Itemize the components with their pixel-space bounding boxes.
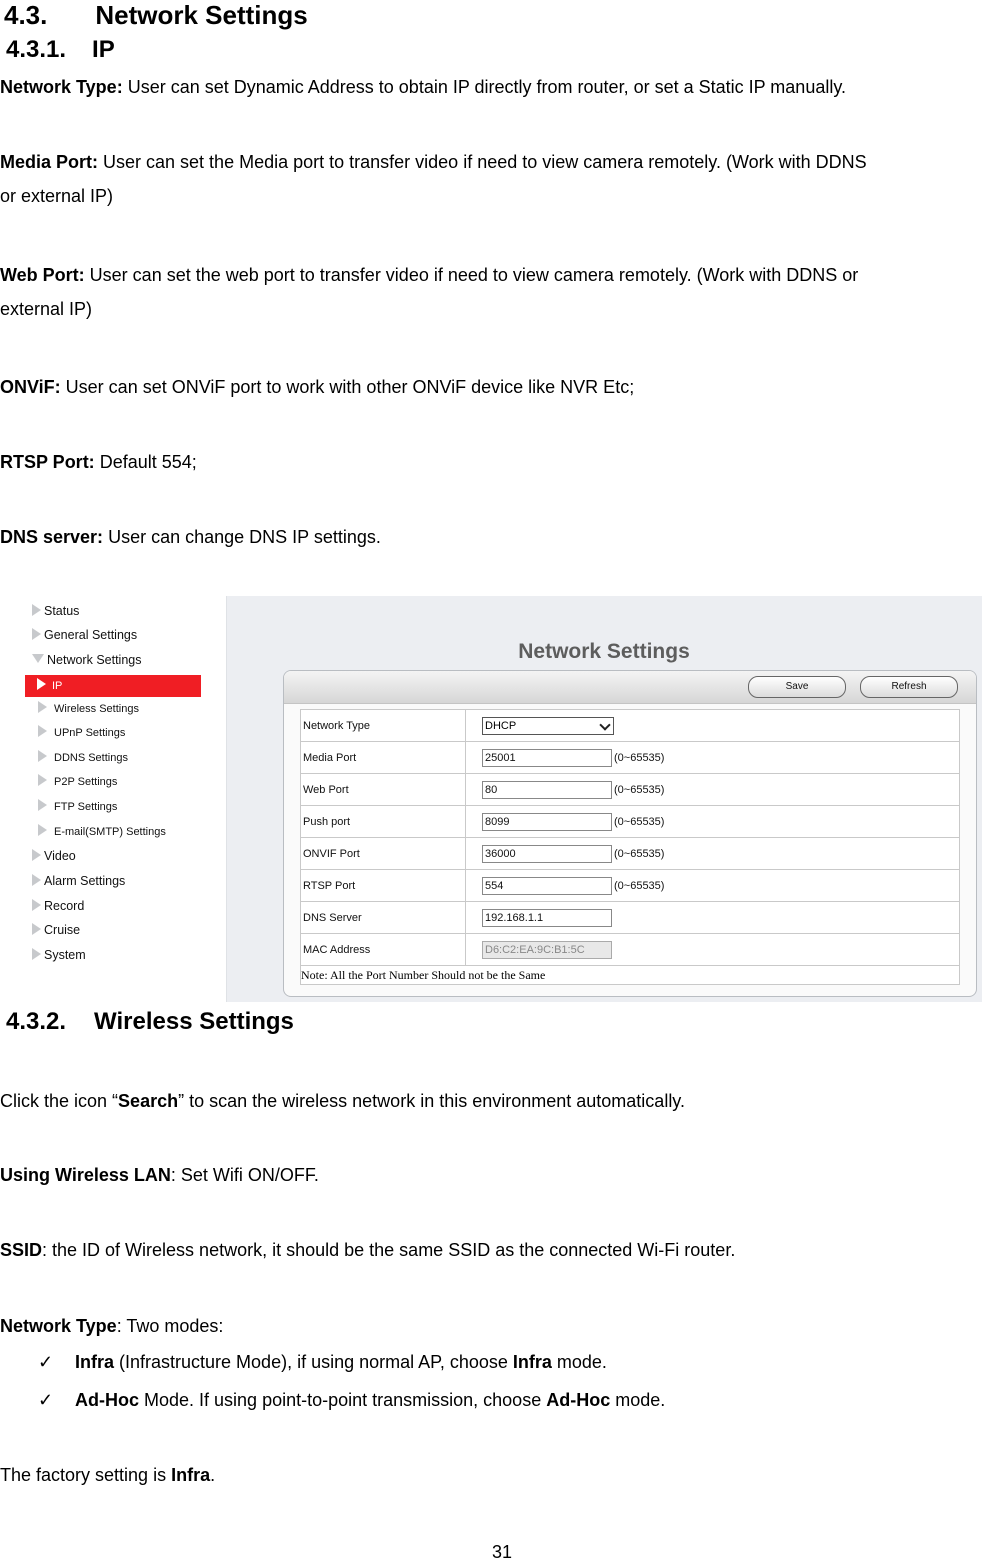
sidebar-item-alarm[interactable]: Alarm Settings [32, 870, 125, 892]
row-label: Media Port [301, 742, 466, 774]
sidebar-item-ddns[interactable]: DDNS Settings [38, 747, 128, 769]
arrow-right-icon [32, 874, 41, 886]
arrow-right-icon [32, 628, 41, 640]
heading-number: 4.3.1. [6, 36, 67, 63]
save-button[interactable]: Save [748, 676, 846, 698]
heading-title: Wireless Settings [94, 1008, 294, 1035]
sidebar-item-ip[interactable]: IP [25, 675, 201, 697]
sidebar-item-general[interactable]: General Settings [32, 624, 137, 646]
para-network-type-modes: Network Type: Two modes: [0, 1316, 224, 1336]
row-label: MAC Address [301, 934, 466, 966]
arrow-right-icon [32, 923, 41, 935]
settings-panel [283, 670, 977, 997]
arrow-right-icon [38, 799, 47, 811]
arrow-right-icon [38, 824, 47, 836]
onvif-port-input[interactable]: 36000 [482, 845, 612, 863]
list-item: ✓ Ad-Hoc Mode. If using point-to-point transmission, choose Ad-Hoc mode. [38, 1383, 998, 1417]
list-item: ✓ Infra (Infrastructure Mode), if using normal AP, choose Infra mode. [38, 1345, 998, 1379]
sidebar [24, 596, 227, 1002]
row-label: Web Port [301, 774, 466, 806]
check-icon: ✓ [38, 1352, 54, 1372]
check-icon: ✓ [38, 1390, 54, 1410]
table-row [301, 806, 960, 838]
arrow-right-icon [32, 849, 41, 861]
para-web-port: Web Port: User can set the web port to transfer video if need to view camera remotely. (Work with DDNS or external IP) [0, 265, 859, 319]
table-row [301, 774, 960, 806]
para-dns: DNS server: User can change DNS IP settings. [0, 527, 381, 547]
port-range: (0~65535) [614, 783, 665, 796]
para-onvif: ONViF: User can set ONViF port to work with other ONViF device like NVR Etc; [0, 377, 635, 397]
port-note: Note: All the Port Number Should not be the Same [301, 966, 960, 985]
para-wireless-lan: Using Wireless LAN: Set Wifi ON/OFF. [0, 1165, 319, 1185]
page-number: 31 [491, 1542, 513, 1562]
settings-table [300, 709, 960, 985]
heading-4-3-1 [6, 36, 115, 64]
table-row [301, 870, 960, 902]
port-range: (0~65535) [614, 815, 665, 828]
sidebar-item-ftp[interactable]: FTP Settings [38, 796, 117, 818]
chevron-down-icon [599, 719, 610, 730]
sidebar-item-wireless[interactable]: Wireless Settings [38, 698, 139, 720]
sidebar-item-network[interactable]: Network Settings [32, 649, 141, 671]
mac-address-field: D6:C2:EA:9C:B1:5C [482, 941, 612, 959]
para-ssid: SSID: the ID of Wireless network, it should be the same SSID as the connected Wi-Fi router. [0, 1240, 736, 1260]
heading-title: Network Settings [95, 0, 308, 30]
para-search: Click the icon “Search” to scan the wireless network in this environment automatically. [0, 1091, 685, 1111]
heading-number: 4.3.2. [6, 1008, 67, 1035]
arrow-right-icon [32, 604, 41, 616]
table-row [301, 838, 960, 870]
arrow-right-icon [38, 774, 47, 786]
table-row [301, 934, 960, 966]
sidebar-item-record[interactable]: Record [32, 895, 84, 917]
table-row [301, 902, 960, 934]
port-range: (0~65535) [614, 847, 665, 860]
port-range: (0~65535) [614, 751, 665, 764]
refresh-button[interactable]: Refresh [860, 676, 958, 698]
row-label: RTSP Port [301, 870, 466, 902]
row-label: DNS Server [301, 902, 466, 934]
network-settings-screenshot [24, 596, 982, 1002]
port-range: (0~65535) [614, 879, 665, 892]
rtsp-port-input[interactable]: 554 [482, 877, 612, 895]
sidebar-item-upnp[interactable]: UPnP Settings [38, 722, 125, 744]
arrow-right-icon [37, 678, 46, 690]
para-factory-setting: The factory setting is Infra. [0, 1465, 216, 1485]
arrow-down-icon [32, 654, 44, 663]
table-row [301, 710, 960, 742]
sidebar-item-p2p[interactable]: P2P Settings [38, 771, 117, 793]
web-port-input[interactable]: 80 [482, 781, 612, 799]
page-title: Network Settings [518, 640, 690, 663]
row-label: ONVIF Port [301, 838, 466, 870]
para-network-type: Network Type: User can set Dynamic Address to obtain IP directly from router, or set a Static IP manually. [0, 77, 847, 97]
sidebar-item-system[interactable]: System [32, 944, 86, 966]
network-type-select[interactable]: DHCP [482, 717, 614, 735]
sidebar-item-email[interactable]: E-mail(SMTP) Settings [38, 821, 166, 843]
push-port-input[interactable]: 8099 [482, 813, 612, 831]
media-port-input[interactable]: 25001 [482, 749, 612, 767]
arrow-right-icon [38, 750, 47, 762]
toolbar [284, 671, 976, 704]
row-label: Push port [301, 806, 466, 838]
arrow-right-icon [32, 899, 41, 911]
heading-title: IP [92, 36, 115, 63]
heading-4-3 [4, 0, 308, 31]
dns-server-input[interactable]: 192.168.1.1 [482, 909, 612, 927]
table-row [301, 966, 960, 985]
arrow-right-icon [32, 948, 41, 960]
para-media-port: Media Port: User can set the Media port to transfer video if need to view camera remotely. (Work with DDNS or external IP) [0, 152, 867, 206]
table-row [301, 742, 960, 774]
sidebar-item-status[interactable]: Status [32, 600, 79, 622]
arrow-right-icon [38, 725, 47, 737]
para-rtsp: RTSP Port: Default 554; [0, 452, 197, 472]
sidebar-item-video[interactable]: Video [32, 845, 76, 867]
heading-number: 4.3. [4, 0, 48, 30]
row-label: Network Type [301, 710, 466, 742]
sidebar-item-cruise[interactable]: Cruise [32, 919, 80, 941]
arrow-right-icon [38, 701, 47, 713]
heading-4-3-2 [6, 1008, 294, 1036]
